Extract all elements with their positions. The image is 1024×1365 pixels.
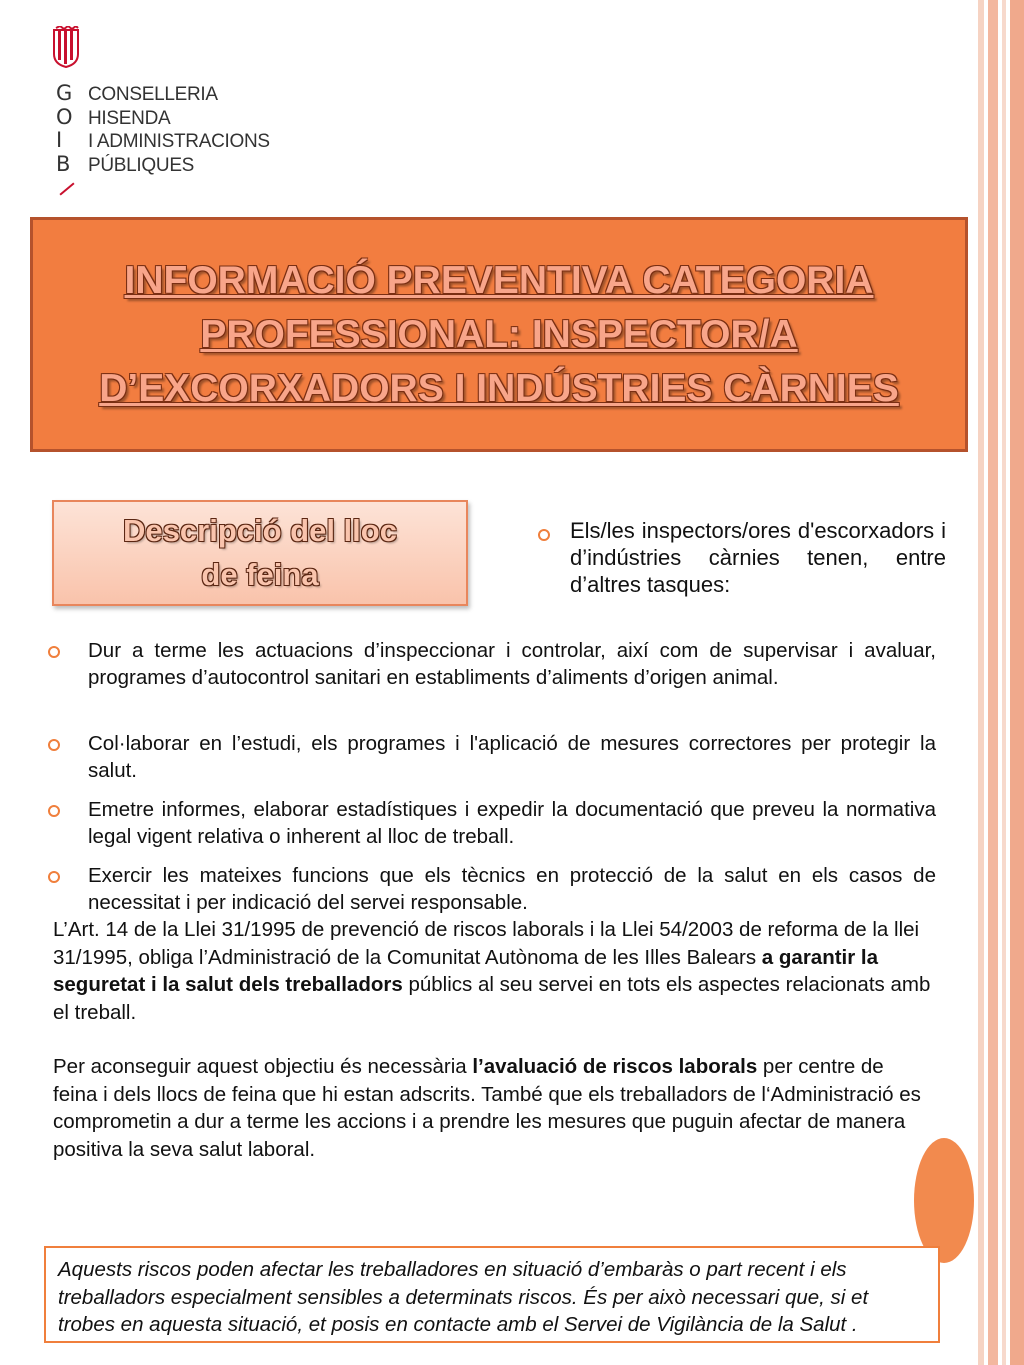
goib-logo [50,26,290,201]
intro-text: Els/les inspectors/ores d'escorxadors i d’indústries càrnies tenen, entre d’altres tasques: [570,518,946,597]
task-item: Exercir les mateixes funcions que els tècnics en protecció de la salut en els casos de necessitat i per indicació del servei responsable. [88,864,936,914]
objective-paragraph: Per aconseguir aquest objectiu és necessària l’avaluació de riscos laborals per centre de feina i dels llocs de feina que hi estan adscrits. També que els treballadors de l‘Administració es comprometin a dur a terme les accions i a prendre les mesures que puguin afectar de manera positiva la seva salut laboral. [53,1055,921,1161]
description-heading-box [52,500,468,606]
decorative-oval [914,1138,974,1263]
task-item: Dur a terme les actuacions d’inspeccionar i controlar, així com de supervisar i avaluar, programes d’autocontrol sanitari en establiments d’aliments d’origen animal. [88,639,936,689]
legal-paragraph: L’Art. 14 de la Llei 31/1995 de prevenció de riscos laborals i la Llei 54/2003 de reforma de la llei 31/1995, obliga l’Administració de la Comunitat Autònoma de les Illes Balears a garantir la seguretat i la salut dels treballadors públics al seu servei en tots els aspectes relacionats amb el treball. [53,918,931,1024]
bullet-icon [48,646,60,658]
bullet-icon [48,871,60,883]
bullet-icon [538,529,550,541]
decorative-stripes [978,0,1024,1365]
task-item: Emetre informes, elaborar estadístiques i expedir la documentació que preveu la normativa legal vigent relativa o inherent al lloc de treball. [88,798,936,848]
coat-of-arms-icon [52,26,80,68]
bullet-icon [48,805,60,817]
notice-text: Aquests riscos poden afectar les treballadores en situació d’embaràs o part recent i els treballadors especialment sensibles a determinats riscos. És per això necessari que, si et trobes en aquesta situació, et posis en contacte amb el Servei de Vigilància de la Salut . [58,1258,869,1336]
description-heading: Descripció del lloc de feina [123,513,397,592]
title-banner [30,217,968,452]
task-item: Col·laborar en l’estudi, els programes i l'aplicació de mesures correctores per protegir la salut. [88,732,936,782]
page-title: INFORMACIÓ PREVENTIVA CATEGORIA PROFESSIONAL: INSPECTOR/A D’EXCORXADORS I INDÚSTRIES CÀRNIES [99,258,899,410]
bullet-icon [48,739,60,751]
department-name: CONSELLERIA HISENDA I ADMINISTRACIONS PÚBLIQUES [88,84,270,176]
goib-letters: G O I B [56,82,76,190]
